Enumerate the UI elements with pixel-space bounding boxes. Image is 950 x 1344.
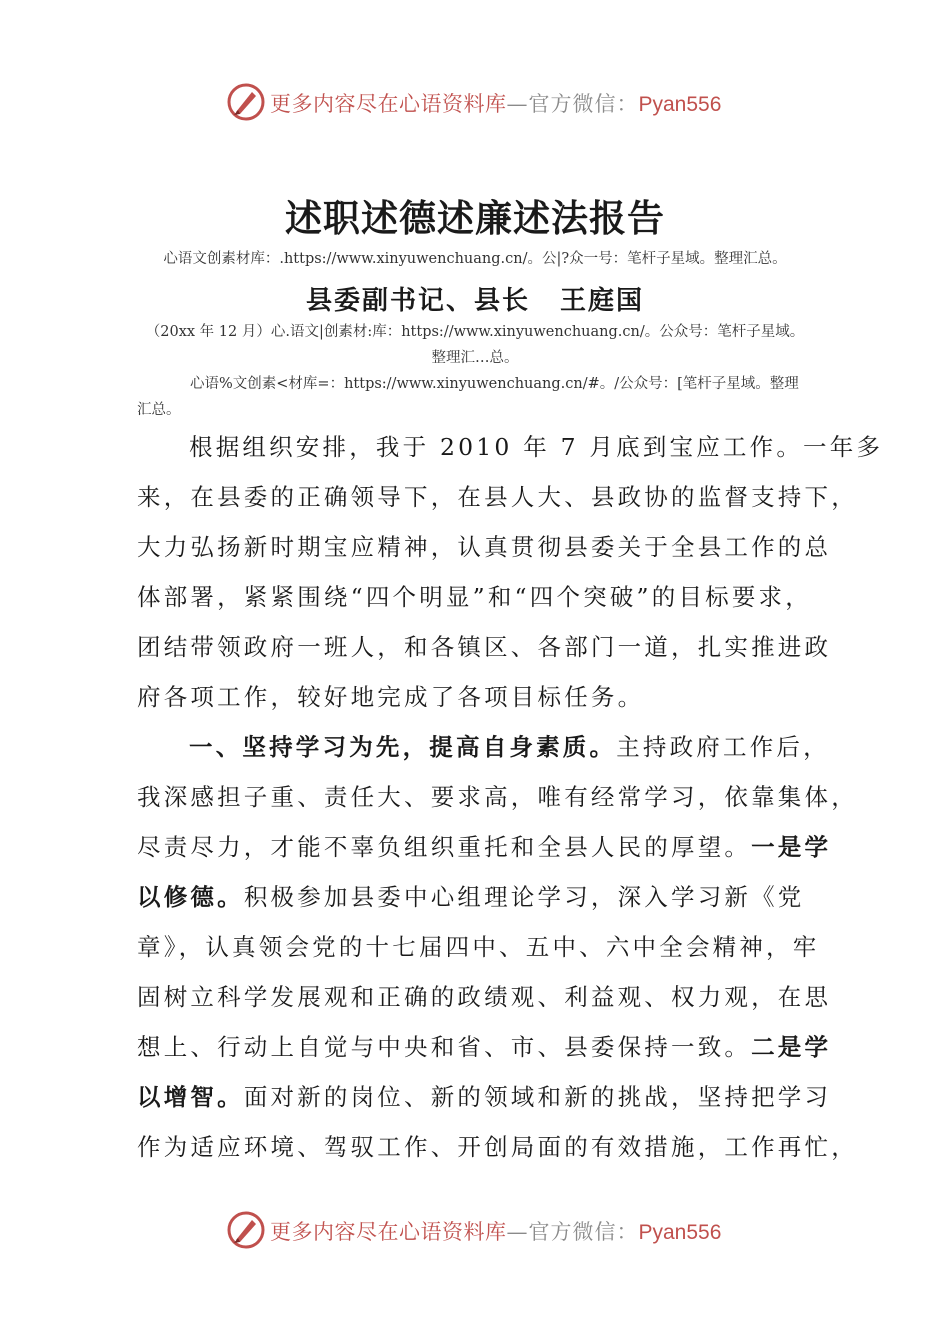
header-banner-text: [270, 88, 721, 118]
banner-wechat-label: —官方微信：: [506, 1220, 639, 1244]
banner-wechat-id: Pyan556: [638, 1221, 722, 1244]
source-note-1: 心语文创素材库：.https://www.xinyuwenchuang.cn/。公|?众一号：笔杆子星域。整理汇总。: [163, 251, 787, 267]
paragraph-line: [137, 1078, 831, 1112]
date-note-line2: 整理汇…总。: [431, 350, 519, 366]
date-note-line1: （20xx 年 12 月）心.语文|创素材:库：https://www.xinyuwenchuang.cn/。公众号：笔杆子星域。: [145, 324, 805, 340]
paragraph-line: 体部署，紧紧围绕“四个明显”和“四个突破”的目标要求，: [137, 583, 812, 611]
section-heading-line: [189, 728, 830, 762]
paragraph-line: [137, 878, 805, 912]
paragraph-line: 根据组织安排，我于 2010 年 7 月底到宝应工作。一年多: [189, 433, 884, 461]
bold-point: 以修德。: [137, 883, 244, 911]
header-banner: [0, 78, 950, 128]
footer-banner-text: [270, 1216, 721, 1246]
section-text: 积极参加县委中心组理论学习，深入学习新《党: [243, 883, 805, 911]
section-text: 尽责尽力，才能不辜负组织重托和全县人民的厚望。: [137, 833, 752, 861]
paragraph-line: 大力弘扬新时期宝应精神，认真贯彻县委关于全县工作的总: [137, 533, 832, 561]
source-note-2-line2: 汇总。: [137, 402, 181, 418]
section-text: 面对新的岗位、新的领域和新的挑战，坚持把学习: [243, 1083, 832, 1111]
document-title: 述职述德述廉述法报告: [285, 196, 665, 240]
source-note-2-line1: 心语%文创素<材库=：https://www.xinyuwenchuang.cn/#。/公众号：[笔杆子星域。整理: [190, 376, 799, 392]
paragraph-line: [137, 828, 831, 862]
banner-slogan: 更多内容尽在心语资料库: [270, 92, 507, 116]
author-name: 王庭国: [560, 286, 645, 316]
banner-wechat-id: Pyan556: [638, 93, 722, 116]
footer-banner: [0, 1206, 950, 1256]
paragraph-line: 我深感担子重、责任大、要求高，唯有经常学习，依靠集体，: [137, 783, 858, 811]
paragraph-line: 来，在县委的正确领导下，在县人大、县政协的监督支持下，: [137, 483, 858, 511]
bold-point: 以增智。: [137, 1083, 244, 1111]
pen-logo-icon: [226, 82, 266, 122]
bold-point: 一是学: [751, 833, 832, 861]
banner-slogan: 更多内容尽在心语资料库: [270, 1220, 507, 1244]
banner-wechat-label: —官方微信：: [506, 92, 639, 116]
section-heading: 一、坚持学习为先，提高自身素质。: [189, 733, 617, 761]
paragraph-line: 固树立科学发展观和正确的政绩观、利益观、权力观，在思: [137, 983, 832, 1011]
author-line: [0, 280, 950, 317]
section-text: 想上、行动上自觉与中央和省、市、县委保持一致。: [137, 1033, 752, 1061]
paragraph-line: [137, 1028, 831, 1062]
paragraph-line: 府各项工作，较好地完成了各项目标任务。: [137, 683, 645, 711]
paragraph-line: 作为适应环境、驾驭工作、开创局面的有效措施，工作再忙，: [137, 1133, 858, 1161]
section-text: 主持政府工作后，: [616, 733, 830, 761]
bold-point: 二是学: [751, 1033, 832, 1061]
paragraph-line: 团结带领政府一班人，和各镇区、各部门一道，扎实推进政: [137, 633, 832, 661]
author-role: 县委副书记、县长: [305, 286, 530, 316]
paragraph-line: 章》，认真领会党的十七届四中、五中、六中全会精神，牢: [137, 933, 820, 961]
pen-logo-icon: [226, 1210, 266, 1250]
